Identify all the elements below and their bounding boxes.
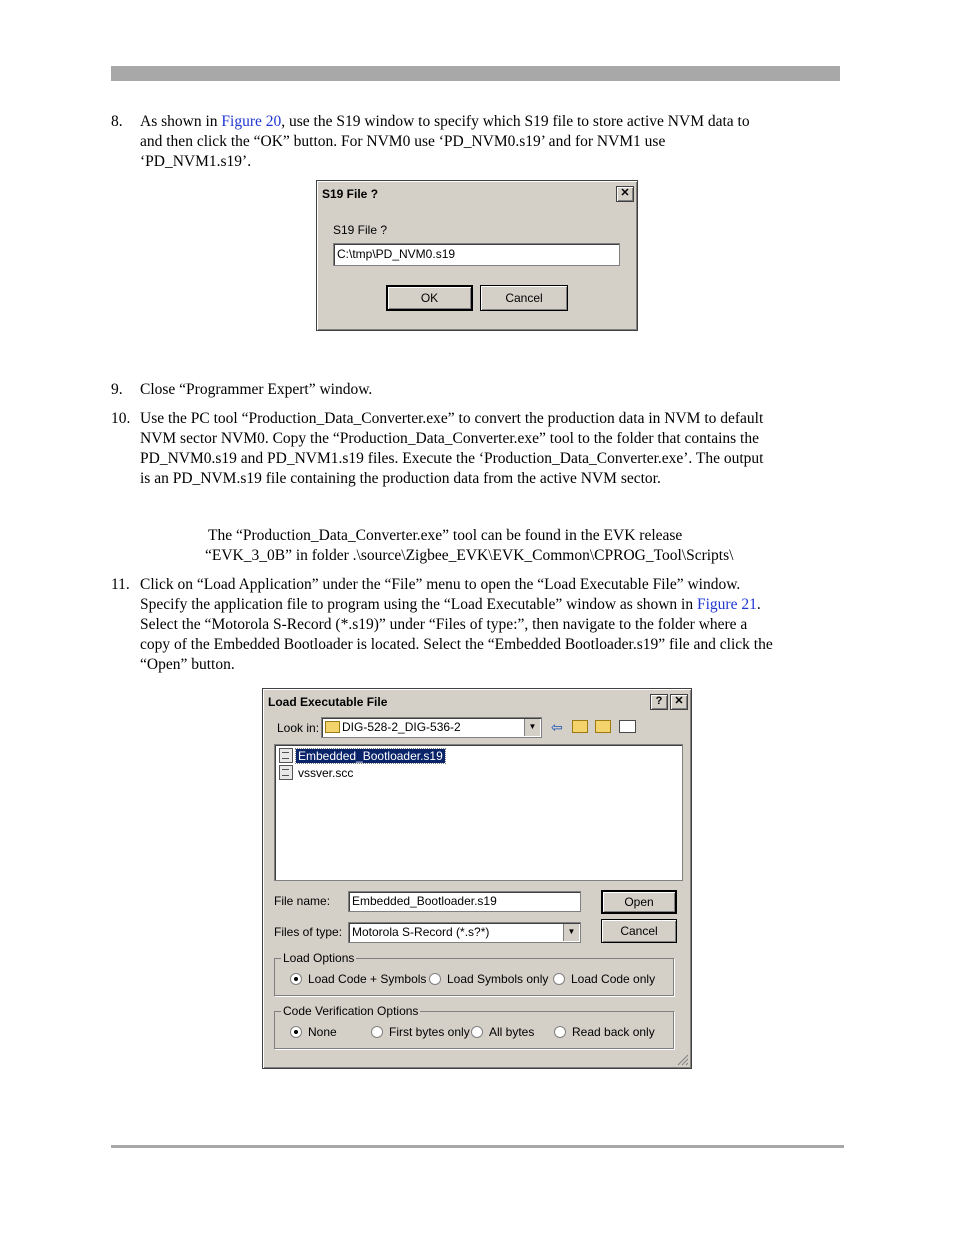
step-9: [111, 380, 846, 400]
radio-verify-all-bytes[interactable]: [471, 1025, 534, 1039]
load-options-group: [274, 951, 674, 996]
file-icon: [279, 765, 293, 780]
look-in-label: Look in:: [277, 721, 320, 735]
help-icon[interactable]: ?: [650, 694, 668, 710]
file-name-input[interactable]: Embedded_Bootloader.s19: [348, 891, 581, 912]
step-8: [111, 112, 846, 172]
s19-prompt: S19 File ?: [333, 223, 388, 237]
ok-button[interactable]: OK: [386, 285, 473, 311]
radio-selected-icon: [290, 973, 302, 985]
step-text: , use the S19 window to specify which S19 file to store active NVM data to: [281, 113, 750, 130]
step-text: Click on “Load Application” under the “File” menu to open the “Load Executable File” window.: [140, 576, 741, 593]
radio-label: Read back only: [572, 1025, 655, 1039]
radio-label: Load Code + Symbols: [308, 972, 427, 986]
files-of-type-select[interactable]: [348, 922, 581, 943]
step-text: .: [756, 596, 761, 613]
resize-grip-icon[interactable]: [677, 1054, 689, 1066]
note-text: “EVK_3_0B” in folder .\source\Zigbee_EVK\EVK_Common\CPROG_Tool\Scripts\: [205, 547, 734, 564]
file-name: Embedded_Bootloader.s19: [298, 748, 443, 763]
group-title: Code Verification Options: [283, 1004, 419, 1018]
step-11: [111, 575, 846, 675]
chevron-down-icon[interactable]: ▼: [524, 719, 540, 736]
note: [205, 526, 845, 566]
dialog-titlebar: [320, 184, 634, 203]
folder-icon: [325, 721, 340, 733]
load-executable-dialog: [262, 688, 692, 1069]
radio-icon: [554, 1026, 566, 1038]
step-text: NVM sector NVM0. Copy the “Production_Data_Converter.exe” tool to the folder that contains the: [140, 430, 759, 447]
step-text: Specify the application file to program using the “Load Executable” window as shown in: [140, 596, 697, 613]
s19-file-input[interactable]: C:\tmp\PD_NVM0.s19: [333, 243, 620, 266]
step-text: PD_NVM0.s19 and PD_NVM1.s19 files. Execute the ‘Production_Data_Converter.exe’. The output: [140, 450, 764, 467]
chevron-down-icon[interactable]: ▼: [563, 924, 579, 941]
file-icon: [279, 748, 293, 763]
radio-selected-icon: [290, 1026, 302, 1038]
list-item[interactable]: [279, 765, 355, 780]
radio-label: Load Code only: [571, 972, 656, 986]
group-title: Load Options: [283, 951, 355, 965]
step-text: Use the PC tool “Production_Data_Converter.exe” to convert the production data in NVM to default: [140, 410, 764, 427]
dialog-title: S19 File ?: [322, 186, 379, 201]
figure-20-link[interactable]: Figure 20: [221, 113, 282, 130]
radio-label: First bytes only: [389, 1025, 470, 1039]
look-in-combo[interactable]: [321, 717, 542, 738]
radio-load-symbols-only[interactable]: [429, 972, 548, 986]
footer-rule: [111, 1145, 844, 1148]
header-bar: [111, 66, 840, 81]
step-number: 9.: [111, 381, 123, 398]
radio-icon: [371, 1026, 383, 1038]
step-text: copy of the Embedded Bootloader is located. Select the “Embedded Bootloader.s19” file and click the: [140, 636, 773, 653]
cancel-button[interactable]: Cancel: [601, 919, 677, 943]
radio-icon: [429, 973, 441, 985]
close-icon[interactable]: ✕: [670, 694, 688, 710]
back-icon[interactable]: ⇦: [551, 719, 563, 735]
radio-load-code-only[interactable]: [553, 972, 655, 986]
list-item[interactable]: [279, 748, 445, 763]
file-list[interactable]: [274, 744, 683, 881]
verify-options-group: [274, 1004, 674, 1049]
close-icon[interactable]: ✕: [616, 186, 634, 202]
radio-load-code-symbols[interactable]: [290, 972, 426, 986]
file-name: vssver.scc: [298, 765, 354, 780]
open-button[interactable]: Open: [601, 890, 677, 914]
step-number: 8.: [111, 113, 123, 130]
note-text: The “Production_Data_Converter.exe” tool can be found in the EVK release: [208, 527, 683, 544]
step-text: Select the “Motorola S-Record (*.s19)” under “Files of type:”, then navigate to the folder where a: [140, 616, 748, 633]
radio-label: None: [308, 1025, 337, 1039]
radio-label: All bytes: [489, 1025, 535, 1039]
step-text: Close “Programmer Expert” window.: [140, 381, 373, 398]
files-of-type-value: Motorola S-Record (*.s?*): [352, 925, 490, 939]
radio-verify-none[interactable]: [290, 1025, 337, 1039]
dialog-title: Load Executable File: [268, 694, 388, 709]
step-number: 10.: [111, 410, 131, 427]
figure-21-link[interactable]: Figure 21: [697, 596, 757, 613]
step-number: 11.: [111, 576, 130, 593]
up-folder-icon[interactable]: [572, 720, 588, 733]
new-folder-icon[interactable]: [595, 720, 611, 733]
step-text: and then click the “OK” button. For NVM0 use ‘PD_NVM0.s19’ and for NVM1 use: [140, 133, 666, 150]
step-text: ‘PD_NVM1.s19’.: [140, 153, 252, 170]
s19-file-dialog: [316, 180, 638, 331]
file-name-label: File name:: [274, 894, 331, 908]
cancel-button[interactable]: Cancel: [480, 285, 568, 311]
radio-label: Load Symbols only: [447, 972, 549, 986]
radio-icon: [471, 1026, 483, 1038]
step-text: is an PD_NVM.s19 file containing the production data from the active NVM sector.: [140, 470, 661, 487]
files-of-type-label: Files of type:: [274, 925, 343, 939]
dialog-titlebar: [266, 692, 688, 711]
radio-verify-first-bytes[interactable]: [371, 1025, 470, 1039]
radio-verify-read-back[interactable]: [554, 1025, 655, 1039]
radio-icon: [553, 973, 565, 985]
view-menu-icon[interactable]: [619, 720, 636, 733]
step-text: “Open” button.: [140, 656, 235, 673]
look-in-value: DIG-528-2_DIG-536-2: [342, 720, 461, 734]
step-text: As shown in: [140, 113, 222, 130]
step-10: [111, 409, 846, 489]
